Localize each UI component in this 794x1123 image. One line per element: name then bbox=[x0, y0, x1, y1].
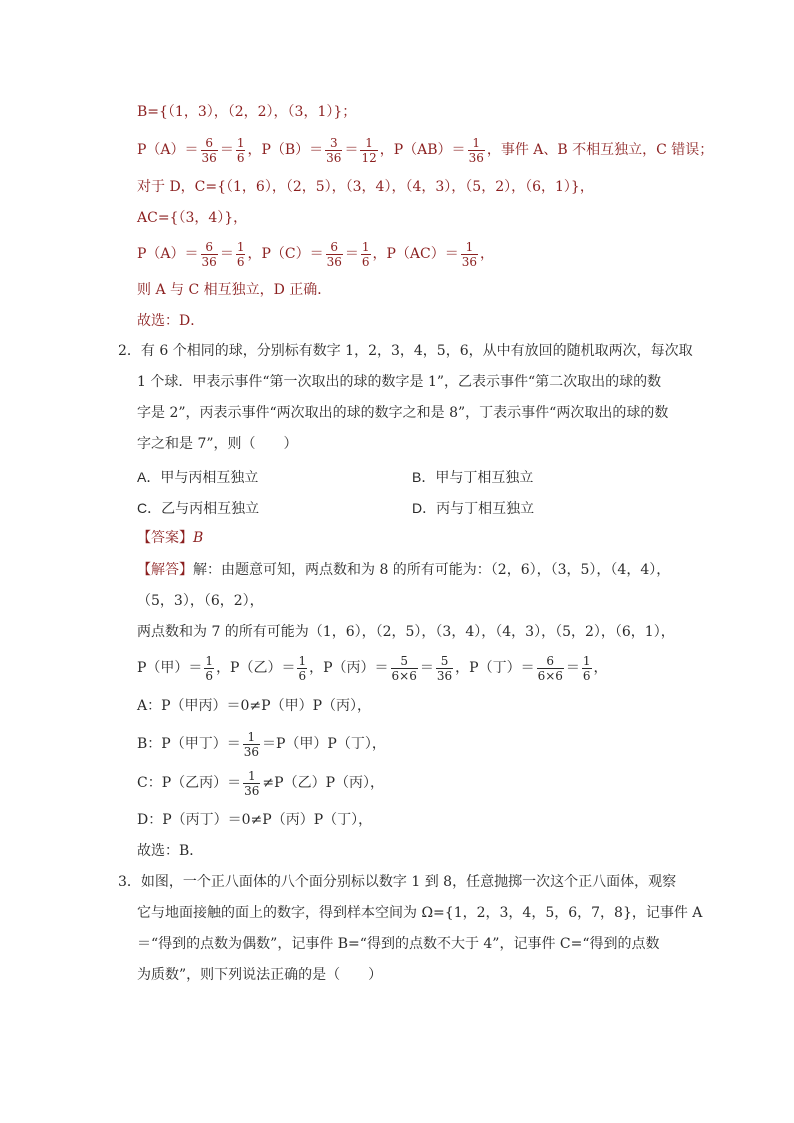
solution-line: D：P（丙丁）＝0≠P（丙）P（丁）， bbox=[137, 812, 373, 828]
question-2-text: 字之和是 7”，则（ ） bbox=[137, 436, 298, 452]
solution-line: 两点数和为 7 的所有可能为（1，6），（2，5），（3，4），（4，3），（5，2），（6，1）， bbox=[137, 624, 675, 640]
fraction: $\frac{6}{36}$ bbox=[201, 135, 217, 165]
fraction: $\frac{5}{6\times 6}$ bbox=[391, 653, 417, 683]
option-a: A．甲与丙相互独立 bbox=[137, 469, 259, 485]
solution-line: 故选：D． bbox=[137, 313, 205, 329]
fraction: $\frac{5}{36}$ bbox=[436, 653, 453, 683]
answer-tag: 【答案】 bbox=[137, 530, 193, 546]
solution-line: 对于 D，C={（1，6），（2，5），（3，4），（4，3），（5，2），（6，1）}， bbox=[137, 179, 594, 195]
fraction: $\frac{1}{6}$ bbox=[236, 135, 245, 165]
solution-tag: 【解答】 bbox=[137, 562, 193, 578]
solution-formula-line: P（甲）＝ $\frac{1}{6}$ ，P（乙）＝ $\frac{1}{6}$ ，P（丙）＝ $\frac{5}{6\times 6}$ ＝ $\frac{5}{36}$ ，P（丁）＝ $\frac{6}{6\times 6}$ ＝ $\frac{1}{6}$ ， bbox=[137, 653, 608, 683]
fraction: $\frac{1}{6}$ bbox=[298, 653, 307, 683]
fraction: $\frac{1}{6}$ bbox=[582, 653, 591, 683]
solution-formula-line: B：P（甲丁）＝ $\frac{1}{36}$ ＝P（甲）P（丁）， bbox=[137, 729, 386, 759]
question-3-text: 3．如图，一个正八面体的八个面分别标以数字 1 到 8，任意抛掷一次这个正八面体，观察 bbox=[118, 874, 677, 890]
question-2-text: 字是 2”，丙表示事件“两次取出的球的数字之和是 8”，丁表示事件“两次取出的球的数 bbox=[137, 405, 669, 421]
option-d: D．丙与丁相互独立 bbox=[412, 500, 535, 516]
fraction: $\frac{6}{36}$ bbox=[201, 239, 217, 269]
option-c: C．乙与丙相互独立 bbox=[137, 500, 260, 516]
solution-formula-line: P（A）＝ $\frac{6}{36}$ ＝ $\frac{1}{6}$ ，P（B）＝ $\frac{3}{36}$ ＝ $\frac{1}{12}$ ，P（AB）＝ $\frac{1}{36}$ ，事件 A、B 不相互独立，C 错误； bbox=[137, 135, 714, 165]
answer-line bbox=[137, 528, 203, 548]
fraction: $\frac{1}{36}$ bbox=[243, 729, 259, 759]
solution-line: B={（1，3），（2，2），（3，1）}； bbox=[137, 104, 357, 120]
fraction: $\frac{1}{6}$ bbox=[361, 239, 370, 269]
question-2-text: 2．有 6 个相同的球，分别标有数字 1，2，3，4，5，6，从中有放回的随机取两次，每次取 bbox=[118, 343, 693, 359]
solution-formula-line: P（A）＝ $\frac{6}{36}$ ＝ $\frac{1}{6}$ ，P（C）＝ $\frac{6}{36}$ ＝ $\frac{1}{6}$ ，P（AC）＝ $\frac{1}{36}$ ， bbox=[137, 239, 495, 269]
fraction: $\frac{1}{6}$ bbox=[236, 239, 245, 269]
fraction: $\frac{6}{6\times 6}$ bbox=[537, 653, 563, 683]
question-2-text: 1 个球．甲表示事件“第一次取出的球的数字是 1”，乙表示事件“第二次取出的球的数 bbox=[137, 374, 662, 390]
fraction: $\frac{1}{36}$ bbox=[468, 135, 484, 165]
answer-value: B bbox=[193, 530, 204, 546]
solution-line: 故选：B． bbox=[137, 843, 204, 859]
solution-line: 则 A 与 C 相互独立，D 正确． bbox=[137, 282, 332, 298]
fraction: $\frac{1}{36}$ bbox=[244, 768, 260, 798]
solution-line: AC={（3，4）}， bbox=[137, 210, 248, 226]
fraction: $\frac{1}{36}$ bbox=[461, 239, 478, 269]
question-3-text: 它与地面接触的面上的数字，得到样本空间为 Ω={1，2，3，4，5，6，7，8}，记事件 A bbox=[137, 905, 703, 921]
solution-formula-line: C：P（乙丙）＝ $\frac{1}{36}$ ≠P（乙）P（丙）， bbox=[137, 768, 384, 798]
solution-line: 【解答】解：由题意可知，两点数和为 8 的所有可能为：（2，6），（3，5），（4，4）， bbox=[137, 562, 671, 578]
question-3-text: 为质数”，则下列说法正确的是（ ） bbox=[137, 967, 383, 983]
solution-line: （5，3），（6，2）， bbox=[137, 593, 264, 609]
question-3-text: ＝“得到的点数为偶数”，记事件 B=“得到的点数不大于 4”，记事件 C=“得到的点数 bbox=[137, 936, 660, 952]
fraction: $\frac{1}{12}$ bbox=[361, 135, 377, 165]
fraction: $\frac{6}{36}$ bbox=[326, 239, 342, 269]
option-b: B．甲与丁相互独立 bbox=[412, 469, 534, 485]
fraction: $\frac{3}{36}$ bbox=[326, 135, 342, 165]
solution-line: A：P（甲丙）＝0≠P（甲）P（丙）， bbox=[137, 698, 372, 714]
fraction: $\frac{1}{6}$ bbox=[205, 653, 214, 683]
